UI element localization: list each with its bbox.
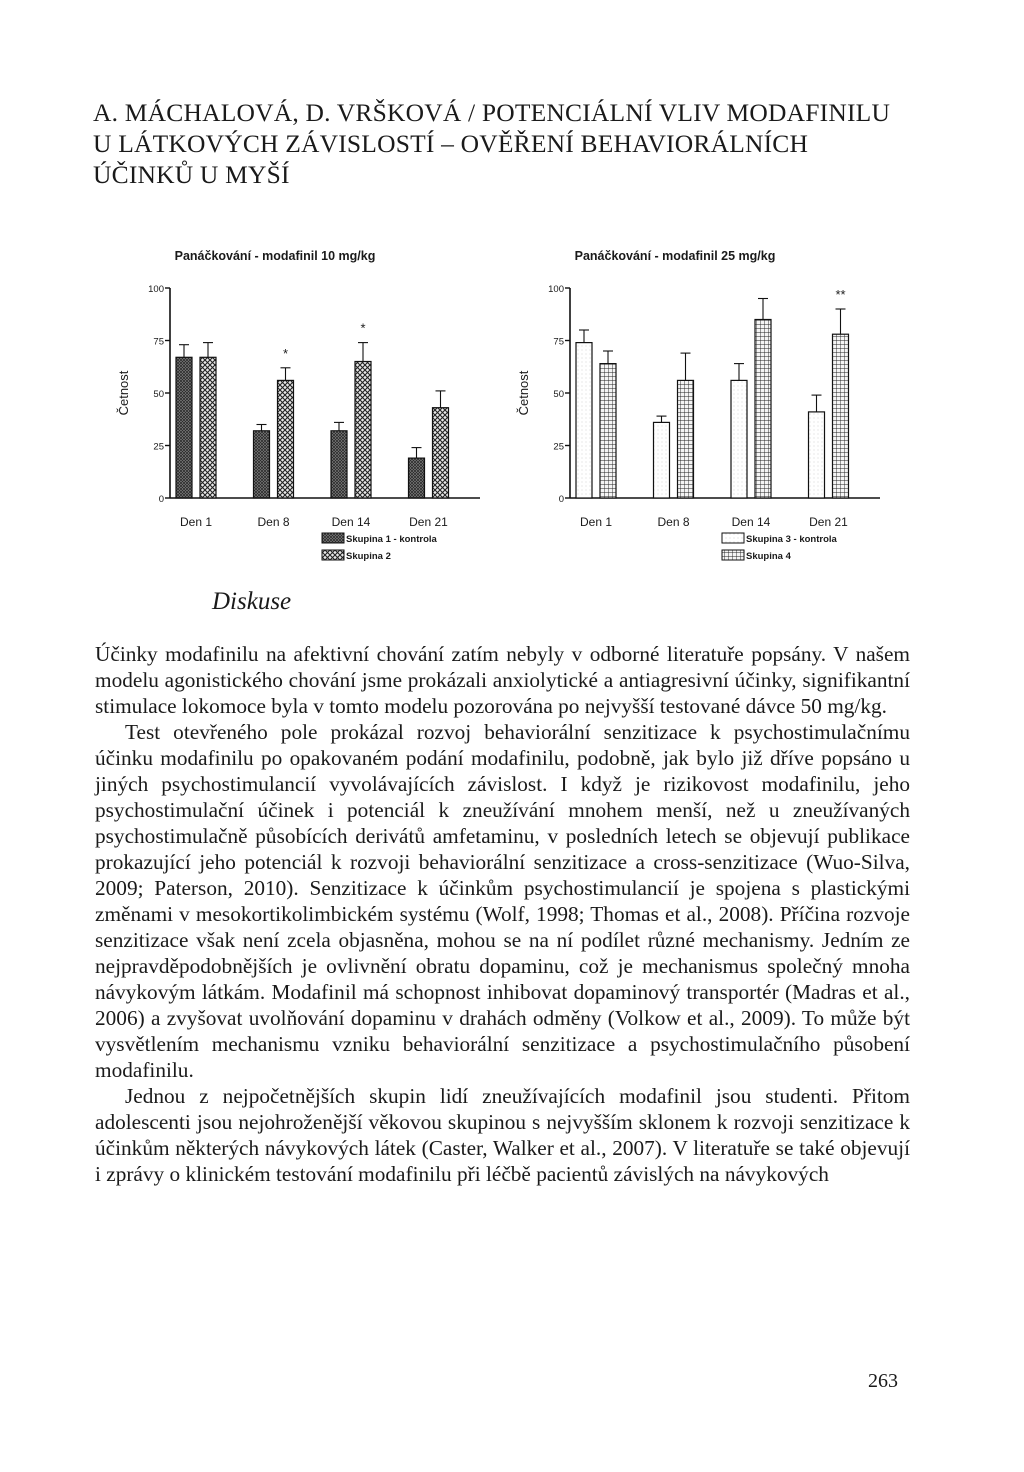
y-tick-label: 25 <box>553 441 564 453</box>
y-tick-label: 25 <box>153 441 164 453</box>
y-tick-label: 0 <box>158 494 164 505</box>
bar <box>176 357 192 498</box>
bar <box>833 334 849 498</box>
paragraph-1: Účinky modafinilu na afektivní chování zatím nebyly v odborné literatuře popsány. V našem modelu agonistického chování jsme prokázali anxiolytické a antiagresivní účinky, signifikantní stimulace lokomoce byla v tomto modelu pozorována po nejvyšší testované dávce 50 mg/kg. <box>95 642 910 718</box>
x-tick-label: Den 14 <box>331 515 371 529</box>
chart-title: Panáčkování - modafinil 10 mg/kg <box>174 249 376 263</box>
chart-title: Panáčkování - modafinil 25 mg/kg <box>574 249 776 263</box>
x-tick-label: Den 21 <box>409 515 448 529</box>
significance-mark: * <box>282 345 289 361</box>
x-tick-label: Den 14 <box>731 515 771 529</box>
bar <box>755 320 771 499</box>
x-tick-label: Den 8 <box>257 515 290 529</box>
bar <box>331 431 347 498</box>
header-line-3: ÚČINKŮ U MYŠÍ <box>93 160 290 189</box>
legend-label: Skupina 3 - kontrola <box>746 534 837 545</box>
legend-label: Skupina 4 <box>746 551 791 562</box>
header-line-1: A. MÁCHALOVÁ, D. VRŠKOVÁ / POTENCIÁLNÍ VLIV MODAFINILU <box>93 98 891 127</box>
y-tick-label: 100 <box>148 284 164 295</box>
legend-swatch <box>322 550 344 560</box>
legend-label: Skupina 1 - kontrola <box>346 534 437 545</box>
y-tick-label: 100 <box>548 284 564 295</box>
y-tick-label: 0 <box>558 494 564 505</box>
chart-modafinil-10 <box>100 240 500 580</box>
significance-mark: ** <box>835 287 846 302</box>
x-tick-label: Den 1 <box>579 515 613 529</box>
bar <box>254 431 270 498</box>
significance-mark: * <box>360 320 366 336</box>
x-tick-label: Den 21 <box>809 515 848 529</box>
page-header <box>93 97 923 190</box>
paragraph-3: Jednou z nejpočetnějších skupin lidí zneužívajících modafinil jsou studenti. Přitom adolescenti jsou nejohroženější věkovou skupinou s nejvyšším sklonem k rozvoji senzitizace k účinkům některých návykových látek (Caster, Walker et al., 2007). V literatuře se také objevují i zprávy o klinickém testování modafinilu při léčbě pacientů závislých na návykových <box>95 1084 910 1186</box>
chart-svg <box>100 240 500 580</box>
bar <box>433 408 449 498</box>
bar <box>654 422 670 498</box>
y-axis-label: Četnost <box>116 370 131 416</box>
bar <box>678 380 694 498</box>
chart-svg <box>500 240 900 580</box>
header-line-2: U LÁTKOVÝCH ZÁVISLOSTÍ – OVĚŘENÍ BEHAVIORÁLNÍCH <box>93 129 809 158</box>
y-tick-label: 75 <box>553 336 564 348</box>
section-heading-diskuse: Diskuse <box>212 588 292 615</box>
y-tick-label: 75 <box>153 336 164 348</box>
paragraph-2: Test otevřeného pole prokázal rozvoj behaviorální senzitizace k psychostimulačnímu účinku modafinilu po opakovaném podání modafinilu, podobně, jak bylo již dříve popsáno u jiných psychostimulancií vyvolávajících závislost. I když je rizikovost modafinilu, jeho psychostimulační účinek i potenciál k zneužívání mnohem menší, než u zneužívaných psychostimulačně působících derivátů amfetaminu, v posledních letech se objevují publikace prokazující jeho potenciál k rozvoji behaviorální senzitizace a cross-senzitizace (Wuo-Silva, 2009; Paterson, 2010). Senzitizace k účinkům psychostimulancií je spojena s plastickými změnami v mesokortikolimbickém systému (Wolf, 1998; Thomas et al., 2008). Příčina rozvoje senzitizace však není zcela objasněna, mohou se na ní podílet různé mechanismy. Jedním ze nejpravděpodobnějších je ovlivnění obratu dopaminu, což je mechanismus společný mnoha návykovým látkám. Modafinil má schopnost inhibovat dopaminový transportér (Madras et al., 2006) a zvyšovat uvolňování dopaminu v drahách odměny (Volkow et al., 2009). To může být vysvětlením mechanismu vzniku behaviorální senzitizace a psychostimulačního působení modafinilu. <box>95 720 910 1082</box>
bar <box>278 380 294 498</box>
y-tick-label: 50 <box>153 389 164 400</box>
x-tick-label: Den 8 <box>657 515 690 529</box>
y-axis-label: Četnost <box>516 370 531 416</box>
legend-swatch <box>722 533 744 543</box>
discussion-body <box>95 641 910 1187</box>
bar <box>355 362 371 499</box>
bar <box>809 412 825 498</box>
bar <box>731 380 747 498</box>
legend-swatch <box>722 550 744 560</box>
bar <box>576 343 592 498</box>
chart-modafinil-25 <box>500 240 900 580</box>
bar <box>409 458 425 498</box>
y-tick-label: 50 <box>553 389 564 400</box>
bar <box>200 357 216 498</box>
legend-label: Skupina 2 <box>346 551 391 562</box>
bar <box>600 364 616 498</box>
legend-swatch <box>322 533 344 543</box>
x-tick-label: Den 1 <box>179 515 213 529</box>
page-number: 263 <box>868 1370 898 1392</box>
